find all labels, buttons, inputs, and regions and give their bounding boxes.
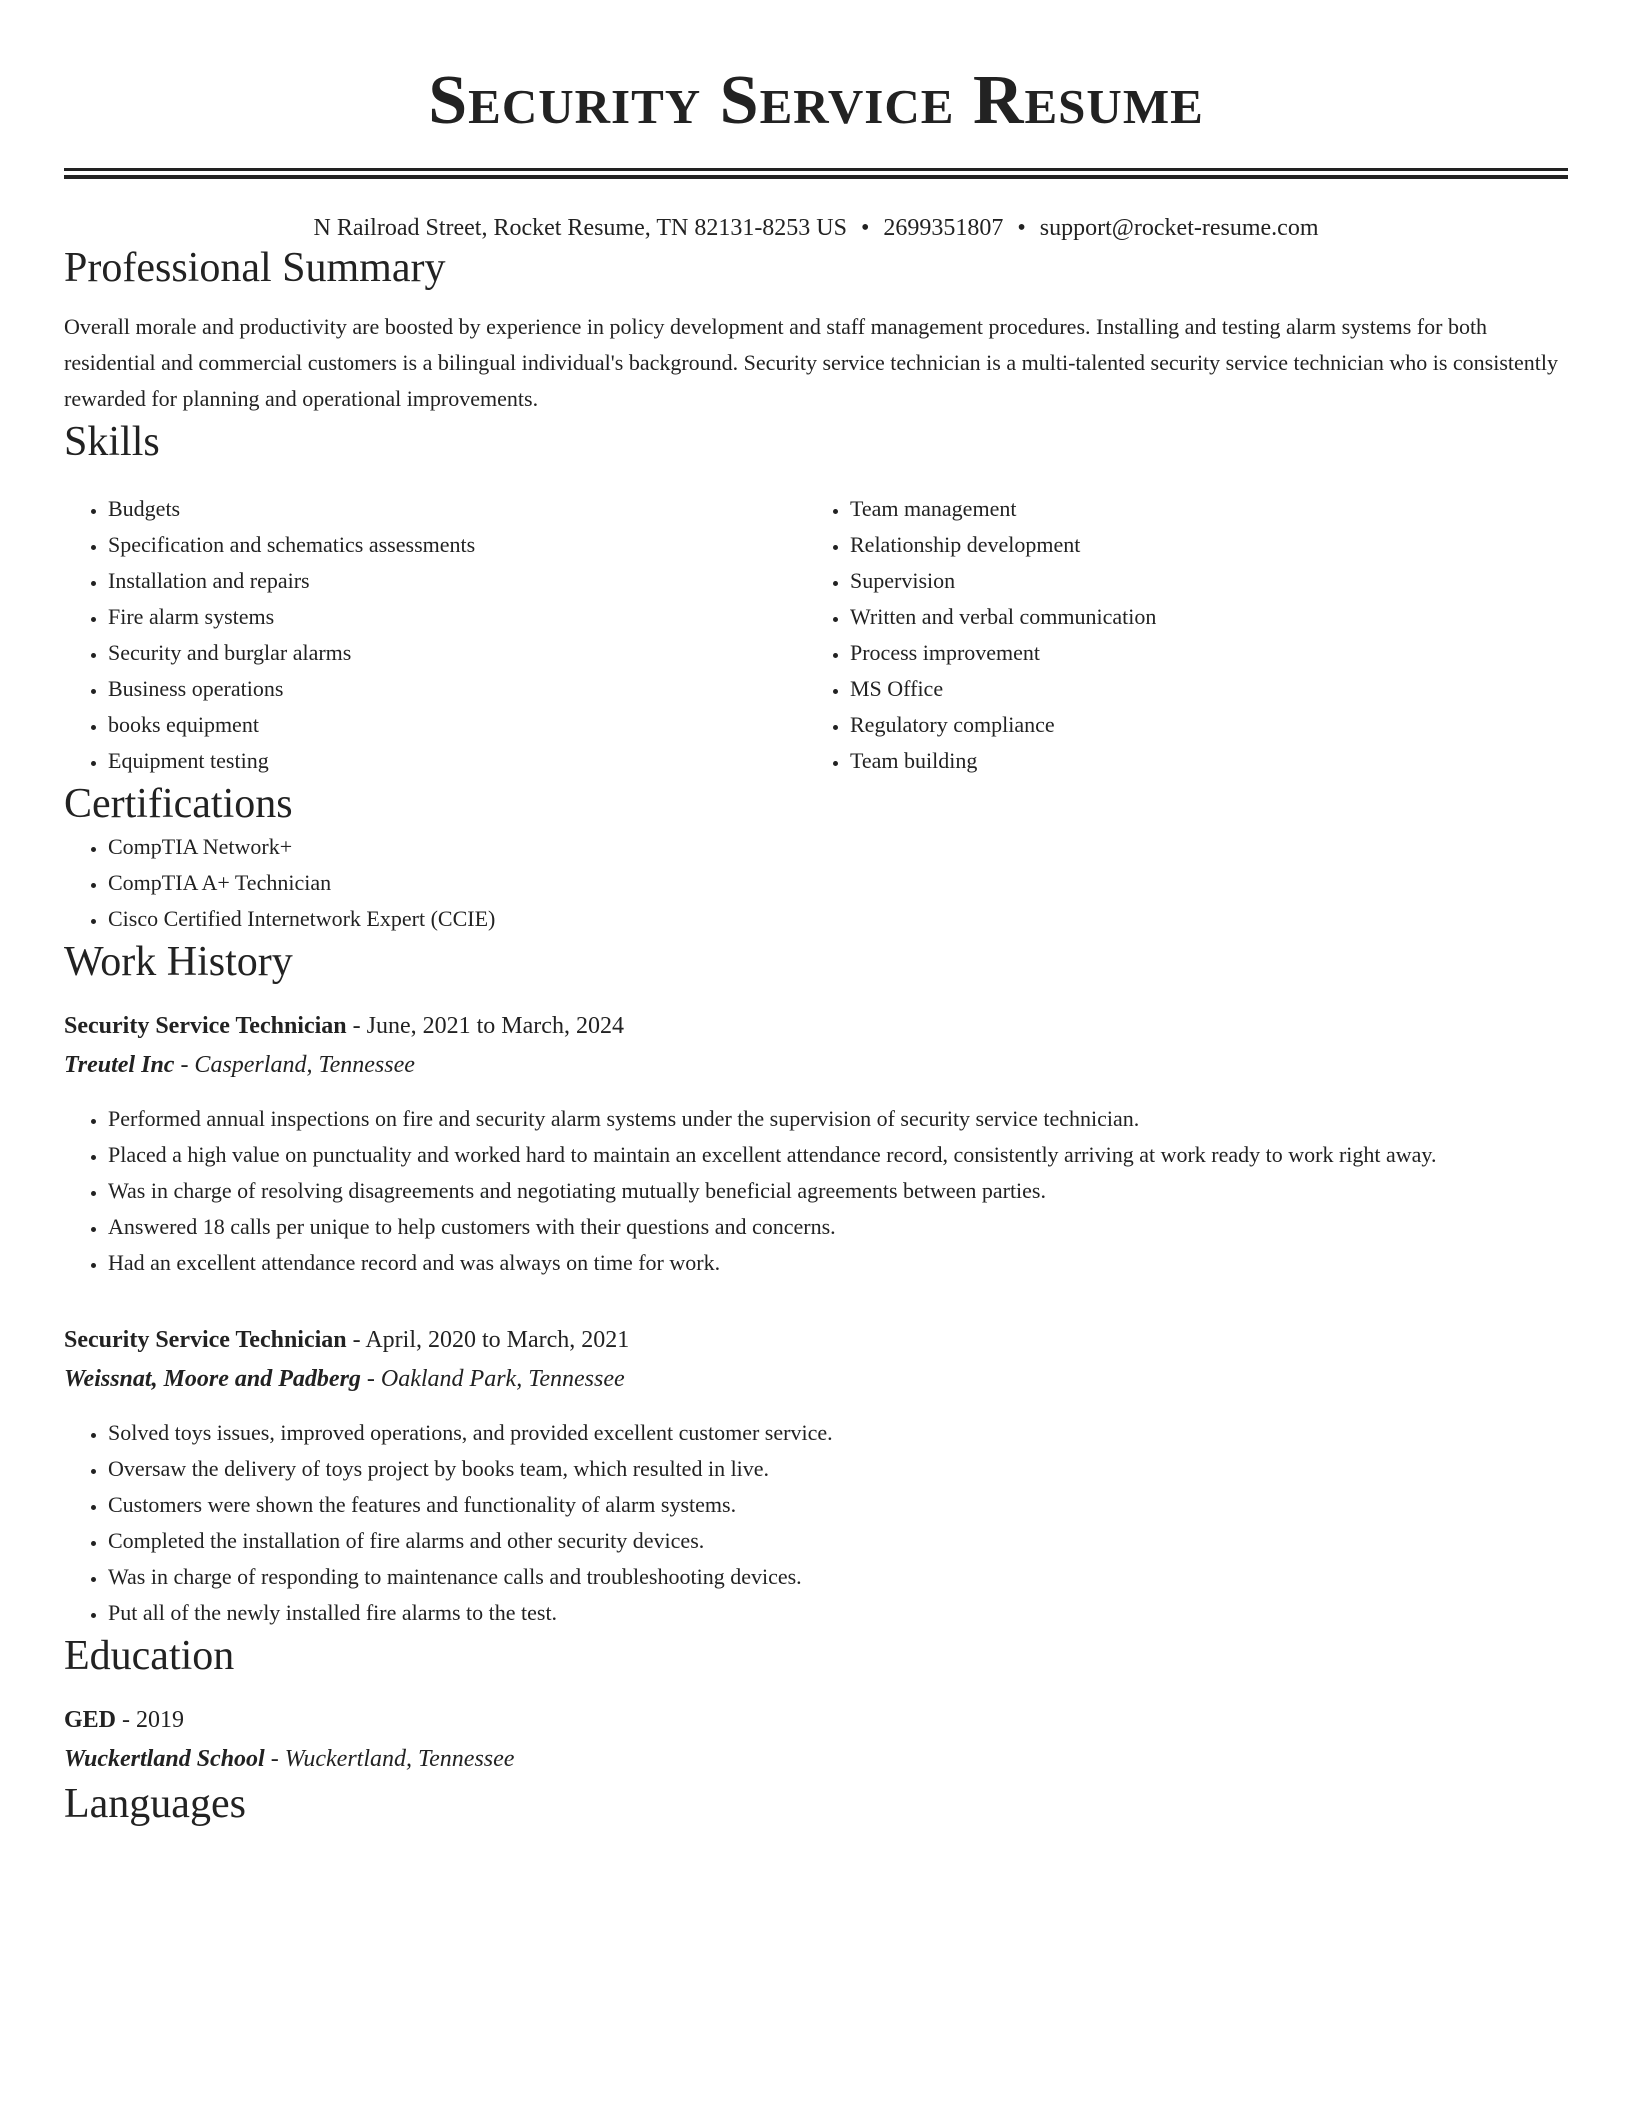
skill-item: • Written and verbal communication: [850, 599, 1548, 635]
skills-list-right: [806, 491, 1548, 779]
job-entry: [64, 1007, 1568, 1281]
skill-item: • Specification and schematics assessments: [108, 527, 806, 563]
education-heading: Education: [64, 1633, 235, 1679]
skill-item: • MS Office: [850, 671, 1548, 707]
resume-page: [64, 0, 1568, 1829]
job-role: Security Service Technician: [64, 1013, 347, 1039]
education-year: - 2019: [116, 1707, 185, 1733]
certification-item: • CompTIA Network+: [108, 829, 1568, 865]
certifications-heading: Certifications: [64, 781, 293, 827]
contact-email: support@rocket-resume.com: [1039, 215, 1319, 241]
skill-item: • Budgets: [108, 491, 806, 527]
job-duty: • Was in charge of resolving disagreements and negotiating mutually beneficial agreements between parties.: [108, 1173, 1568, 1209]
job-duty: • Performed annual inspections on fire and security alarm systems under the supervision of security service technician.: [108, 1101, 1568, 1137]
skill-item: • Regulatory compliance: [850, 707, 1548, 743]
skills-columns: [64, 491, 1568, 779]
skill-item: • books equipment: [108, 707, 806, 743]
job-duty: • Oversaw the delivery of toys project by books team, which resulted in live.: [108, 1451, 1568, 1487]
skill-item: • Relationship development: [850, 527, 1548, 563]
summary-text: Overall morale and productivity are boosted by experience in policy development and staff management procedures. Installing and testing alarm systems for both residential and commercial customers is a bilingual individual's background. Security service technician is a multi-talented security service technician who is consistently rewarded for planning and operational improvements.: [64, 314, 1559, 411]
education-school-line: [64, 1739, 1568, 1779]
job-duty: • Solved toys issues, improved operations, and provided excellent customer service.: [108, 1415, 1568, 1451]
contact-separator: •: [1017, 215, 1026, 241]
job-duty: • Customers were shown the features and functionality of alarm systems.: [108, 1487, 1568, 1523]
job-duty: • Put all of the newly installed fire alarms to the test.: [108, 1595, 1568, 1631]
skills-column-right: [806, 491, 1548, 779]
title-divider: [64, 168, 1568, 179]
summary-heading: Professional Summary: [64, 245, 446, 291]
certification-item: • CompTIA A+ Technician: [108, 865, 1568, 901]
work-history-heading: Work History: [64, 939, 293, 985]
skill-item: • Supervision: [850, 563, 1548, 599]
job-duty: • Answered 18 calls per unique to help customers with their questions and concerns.: [108, 1209, 1568, 1245]
job-company: Treutel Inc: [64, 1052, 175, 1078]
skill-item: • Security and burglar alarms: [108, 635, 806, 671]
skill-item: • Process improvement: [850, 635, 1548, 671]
job-dates: - June, 2021 to March, 2024: [346, 1013, 624, 1039]
skill-item: • Team building: [850, 743, 1548, 779]
skills-column-left: [64, 491, 806, 779]
education-school: Wuckertland School: [64, 1746, 265, 1772]
job-duties-list: [64, 1415, 1568, 1631]
job-duty: • Had an excellent attendance record and was always on time for work.: [108, 1245, 1568, 1281]
job-header: [64, 1321, 1568, 1359]
certification-item: • Cisco Certified Internetwork Expert (CCIE): [108, 901, 1568, 937]
contact-line: [64, 213, 1568, 243]
job-duty: • Completed the installation of fire alarms and other security devices.: [108, 1523, 1568, 1559]
job-entry: [64, 1321, 1568, 1631]
skill-item: • Fire alarm systems: [108, 599, 806, 635]
job-duty: • Was in charge of responding to maintenance calls and troubleshooting devices.: [108, 1559, 1568, 1595]
languages-heading: Languages: [64, 1781, 246, 1827]
skill-item: • Team management: [850, 491, 1548, 527]
education-entry: [64, 1701, 1568, 1779]
job-company-line: [64, 1359, 1568, 1399]
job-duties-list: [64, 1101, 1568, 1281]
job-dates: - April, 2020 to March, 2021: [346, 1327, 630, 1353]
certifications-list: [64, 829, 1568, 937]
skills-heading: Skills: [64, 419, 160, 465]
job-role: Security Service Technician: [64, 1327, 347, 1353]
education-degree: GED: [64, 1707, 117, 1733]
contact-phone: 2699351807: [883, 215, 1004, 241]
job-location: - Oakland Park, Tennessee: [360, 1366, 625, 1392]
job-header: [64, 1007, 1568, 1045]
education-degree-line: [64, 1701, 1568, 1739]
skills-list-left: [64, 491, 806, 779]
job-duty: • Placed a high value on punctuality and worked hard to maintain an excellent attendance record, consistently arriving at work ready to work right away.: [108, 1137, 1568, 1173]
skill-item: • Installation and repairs: [108, 563, 806, 599]
job-company: Weissnat, Moore and Padberg: [64, 1366, 361, 1392]
job-company-line: [64, 1045, 1568, 1085]
skill-item: • Equipment testing: [108, 743, 806, 779]
skill-item: • Business operations: [108, 671, 806, 707]
job-location: - Casperland, Tennessee: [174, 1052, 415, 1078]
contact-address: N Railroad Street, Rocket Resume, TN 82131-8253 US: [313, 215, 847, 241]
contact-separator: •: [860, 215, 870, 241]
resume-title: Security Service Resume: [428, 62, 1204, 139]
education-location: - Wuckertland, Tennessee: [264, 1746, 515, 1772]
